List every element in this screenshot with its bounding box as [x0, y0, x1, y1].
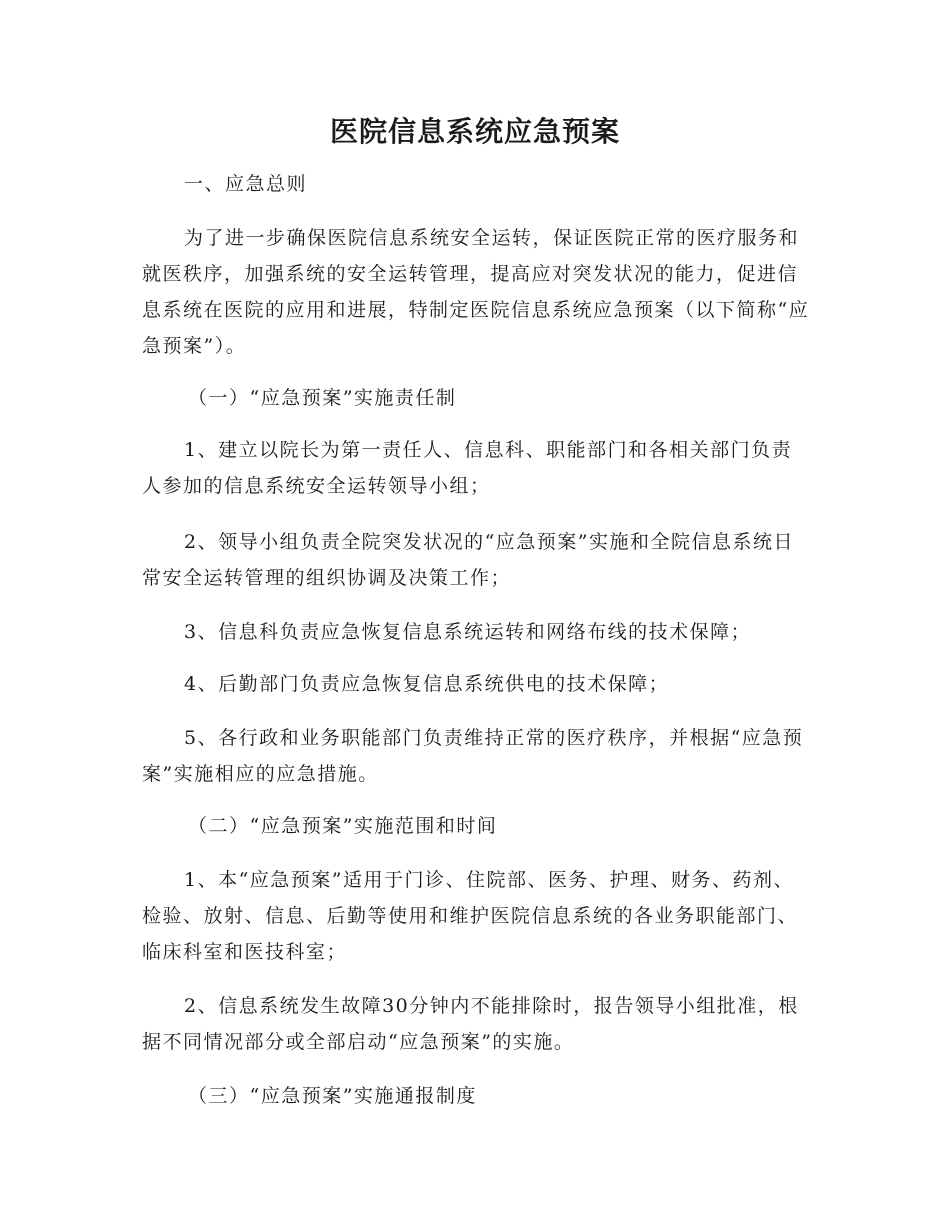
- list-item: 2、领导小组负责全院突发状况的“应急预案”实施和全院信息系统日常安全运转管理的组织协调及决策工作；: [142, 531, 795, 589]
- subsection-heading-scope-and-time: （二）“应急预案”实施范围和时间: [188, 815, 498, 837]
- subsection-heading-responsibility: （一）“应急预案”实施责任制: [188, 387, 457, 409]
- subsection-heading-reporting: （三）“应急预案”实施通报制度: [188, 1085, 477, 1107]
- list-item: 3、信息科负责应急恢复信息系统运转和网络布线的技术保障；: [184, 621, 752, 643]
- section-heading-general-principles: 一、应急总则: [184, 173, 308, 195]
- document-title: 医院信息系统应急预案: [329, 115, 620, 148]
- list-item: 5、各行政和业务职能部门负责维持正常的医疗秩序，并根据“应急预案”实施相应的应急措施。: [142, 727, 804, 785]
- list-item: 1、本“应急预案”适用于门诊、住院部、医务、护理、财务、药剂、检验、放射、信息、后勤等使用和维护医院信息系统的各业务职能部门、临床科室和医技科室；: [142, 869, 799, 963]
- intro-paragraph: 为了进一步确保医院信息系统安全运转，保证医院正常的医疗服务和就医秩序，加强系统的安全运转管理，提高应对突发状况的能力，促进信息系统在医院的应用和进展，特制定医院信息系统应急预案（以下简称“应急预案”）。: [142, 227, 810, 357]
- list-item: 4、后勤部门负责应急恢复信息系统供电的技术保障；: [184, 673, 670, 695]
- list-item: 2、信息系统发生故障30分钟内不能排除时，报告领导小组批准，根据不同情况部分或全部启动“应急预案”的实施。: [142, 995, 799, 1053]
- list-item: 1、建立以院长为第一责任人、信息科、职能部门和各相关部门负责人参加的信息系统安全运转领导小组；: [142, 439, 793, 497]
